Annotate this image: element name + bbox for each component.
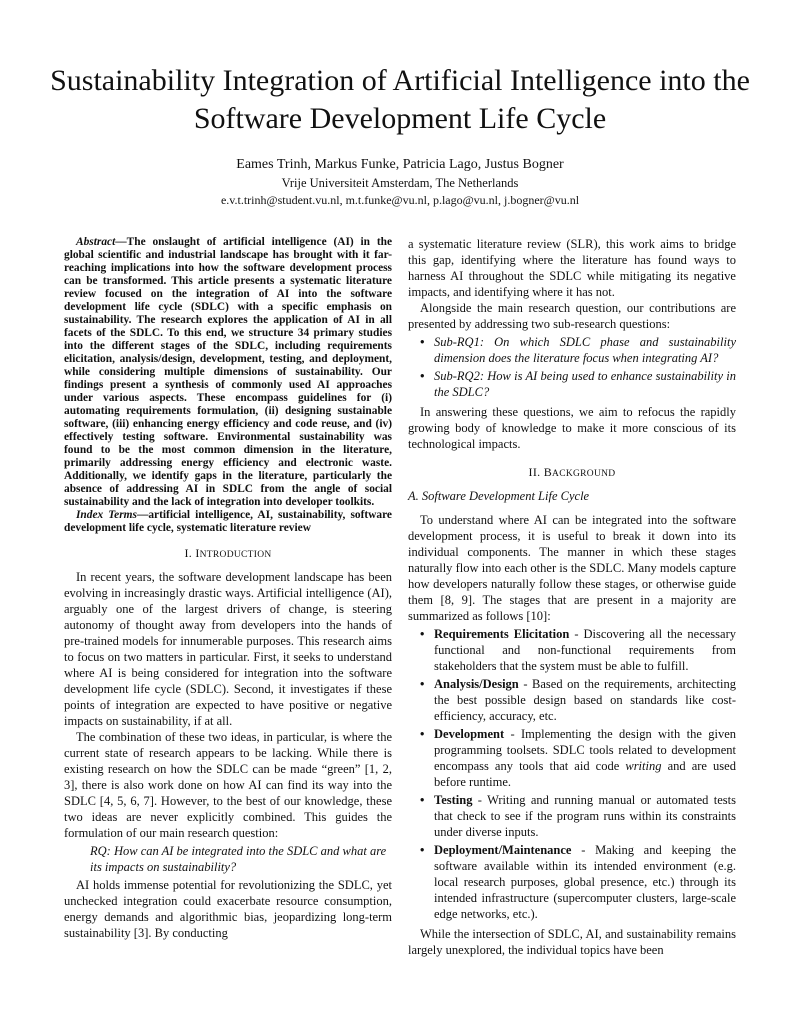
stage-name: Development [434, 727, 505, 741]
stage-name: Analysis/Design [434, 677, 519, 691]
stage-name: Deployment/Maintenance [434, 843, 572, 857]
subsection-heading: A. Software Development Life Cycle [408, 489, 590, 503]
index-terms [64, 509, 392, 535]
research-question: RQ: How can AI be integrated into the SDLC and what are its impacts on sustainability? [90, 844, 387, 874]
sub-rq-text: Sub-RQ2: How is AI being used to enhance sustainability in the SDLC? [434, 369, 736, 399]
affiliation: Vrije Universiteit Amsterdam, The Netherlands [281, 176, 519, 190]
bullet-icon: • [420, 335, 425, 349]
abstract-label: Abstract [76, 236, 116, 248]
sdlc-intro-paragraph: To understand where AI can be integrated into the software development process, it is useful to break it down into its individual components. The manner in which these stages naturally flow into each other is the SDLC. Many models capture how developers naturally follow these stages, or otherwise guide them [8, 9]. The stages that are present in a majority are summarized as follows [10]: [408, 513, 736, 623]
list-item [408, 626, 736, 674]
author-emails: e.v.t.trinh@student.vu.nl, m.t.funke@vu.nl, p.lago@vu.nl, j.bogner@vu.nl [220, 193, 580, 207]
stage-description: - Making and keeping the software available within its intended environment (e.g. local research purposes, global presence, etc.) through its intended infrastructure (supercomputer clusters, large-scale edge networks, etc.). [434, 843, 736, 921]
list-item [408, 368, 736, 400]
index-terms-text: —artificial intelligence, AI, sustainability, software development life cycle, systematic literature review [64, 509, 392, 534]
bullet-icon: • [420, 843, 425, 857]
bullet-icon: • [420, 793, 425, 807]
sub-research-questions [408, 334, 736, 400]
stage-description: and are used before runtime. [434, 759, 736, 789]
section-initial: B [543, 465, 553, 479]
intro-continuation: a systematic literature review (SLR), this work aims to bridge this gap, identifying where the literature has found ways to harness AI throughout the SDLC while mitigating its negative impacts, and identifying where it has not. [408, 237, 736, 299]
bullet-icon: • [420, 627, 425, 641]
section-numeral: I. [184, 546, 196, 560]
intro-paragraph: The combination of these two ideas, in particular, is where the current state of research appears to be lacking. While there is existing research on how the SDLC can be made “green” [1, 2, 3], there is also work done on how AI can find its way into the SDLC [4, 5, 6, 7]. However, to the best of our knowledge, these two ideas are never explicitly combined. This guides the formulation of our main research question: [64, 730, 392, 840]
author-list: Eames Trinh, Markus Funke, Patricia Lago, Justus Bogner [236, 157, 564, 172]
stage-description: - Implementing the design with the given programming toolsets. SDLC tools related to development encompass any tools that aid code [434, 727, 736, 773]
right-column [408, 236, 736, 958]
stage-description: - Based on the requirements, architecting the best possible design based on standards like cost-efficiency, accuracy, etc. [434, 677, 736, 723]
list-item [408, 726, 736, 790]
contributions-intro: Alongside the main research question, our contributions are presented by addressing two sub-research questions: [408, 301, 736, 331]
section-numeral: II. [528, 465, 544, 479]
list-item [408, 676, 736, 724]
abstract [64, 236, 392, 509]
stage-description: - Discovering all the necessary functional and non-functional requirements from stakeholders that the system must be able to fulfill. [434, 627, 736, 673]
stage-name: Requirements Elicitation [434, 627, 570, 641]
stage-name: Testing [434, 793, 473, 807]
stage-emphasis: writing [625, 759, 662, 773]
list-item [408, 792, 736, 840]
bullet-icon: • [420, 677, 425, 691]
sub-rq-text: Sub-RQ1: On which SDLC phase and sustainability dimension does the literature focus when integrating AI? [434, 335, 736, 365]
list-item [408, 842, 736, 922]
paper-title: Sustainability Integration of Artificial Intelligence into the Software Development Life Cycle [50, 64, 750, 135]
left-column [64, 236, 392, 941]
answering-paragraph: In answering these questions, we aim to refocus the rapidly growing body of knowledge to make it more conscious of its technological impacts. [408, 405, 736, 451]
section-heading-introduction [64, 545, 392, 563]
abstract-text: —The onslaught of artificial intelligence (AI) in the global scientific and industrial landscape has brought with it far-reaching implications into how the software development process can be transformed. This article presents a systematic literature review focused on the integration of AI into the software development life cycle (SDLC) with a specific emphasis on sustainability. The research explores the application of AI in all facets of the SDLC. To this end, we structure 34 primary studies into the different stages of the SDLC, including requirements elicitation, analysis/design, development, testing, and deployment, while considering multiple dimensions of sustainability. Our findings present a synthesis of commonly used AI approaches under various aspects. These encompass guidelines for (i) automating requirements formulation, (ii) designing sustainable software, (iii) enhancing energy efficiency and code reuse, and (iv) effectively testing software. Environmental sustainability was found to be the most common dimension in the literature, primarily addressing energy efficiency and electronic waste. Additionally, we identify gaps in the literature, particularly the absence of addressing AI in SDLC from the angle of social sustainability and the lack of integration into developer toolkits. [64, 236, 392, 508]
index-terms-label: Index Terms [76, 509, 137, 521]
list-item [408, 334, 736, 366]
closing-paragraph: While the intersection of SDLC, AI, and sustainability remains largely unexplored, the individual topics have been [408, 927, 736, 957]
section-title-rest: NTRODUCTION [199, 550, 272, 560]
intro-paragraph: AI holds immense potential for revolutionizing the SDLC, yet unchecked integration could exacerbate resource consumption, energy demands and algorithmic bias, jeopardizing long-term sustainability [3]. By conducting [64, 878, 392, 940]
bullet-icon: • [420, 727, 425, 741]
section-initial: I [195, 546, 200, 560]
bullet-icon: • [420, 369, 425, 383]
intro-paragraph: In recent years, the software development landscape has been evolving in increasingly drastic ways. Artificial intelligence (AI), arguably one of the largest drivers of change, is steering autonomy of thought away from developers into the hands of pre-trained models for innumerable purposes. This research aims to focus on two matters in particular. First, it seeks to understand where AI is being considered for integration into the software development life cycle (SDLC). Second, it investigates if these points of integration are expected to have positive or negative impacts on sustainability, if at all. [64, 570, 392, 728]
sdlc-stage-list [408, 626, 736, 922]
section-title-rest: ACKGROUND [552, 469, 616, 479]
stage-description: - Writing and running manual or automated tests that check to see if the program runs within its constraints under diverse inputs. [434, 793, 736, 839]
section-heading-background [408, 464, 736, 482]
